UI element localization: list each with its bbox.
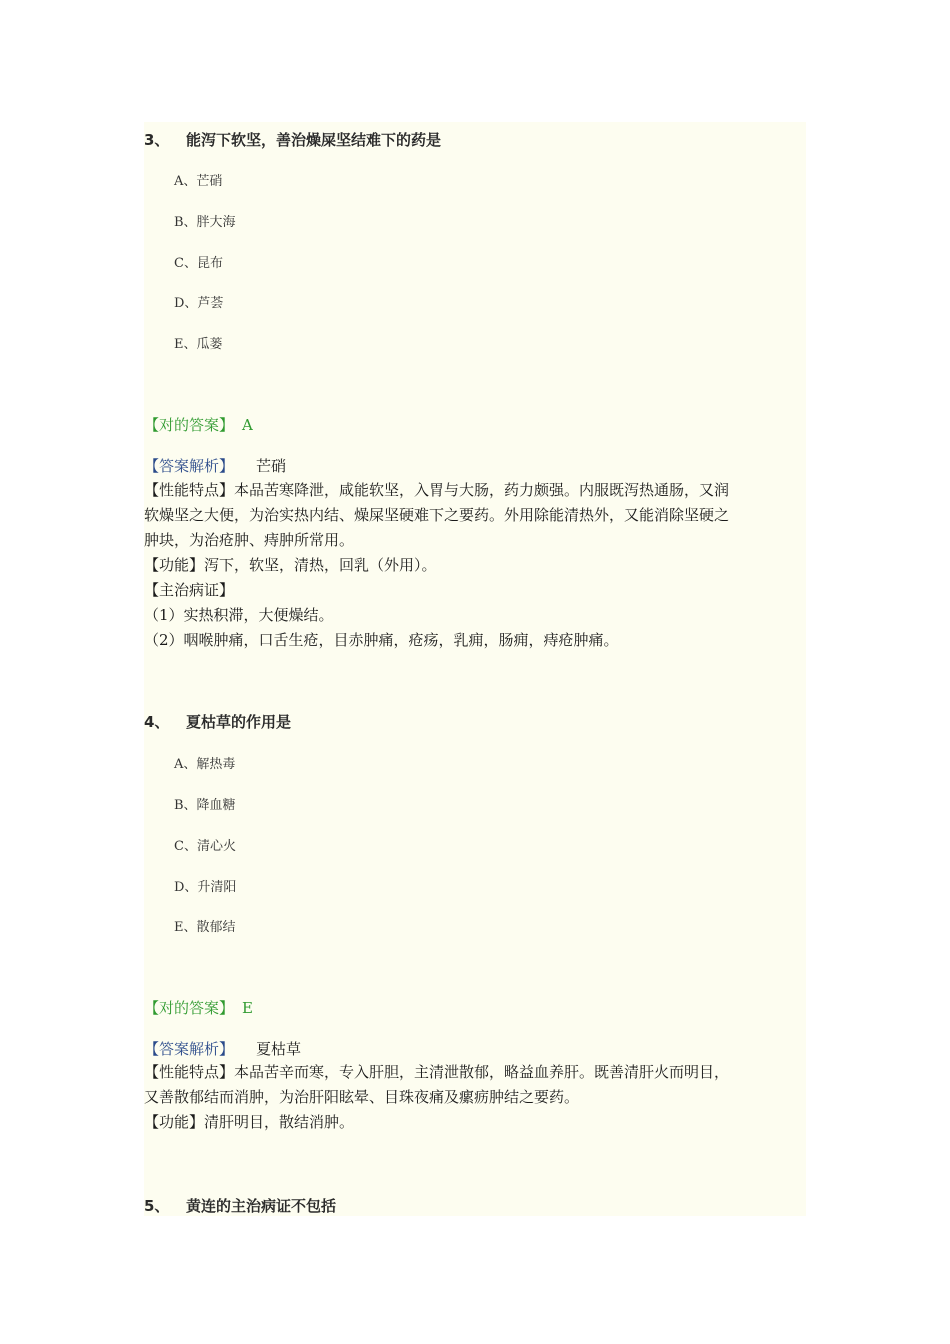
- question-title: [144, 129, 441, 150]
- option-d[interactable]: D、升清阳: [174, 880, 237, 895]
- analysis-header: [144, 455, 286, 476]
- analysis-line: 【主治病证】: [144, 581, 235, 599]
- question-title: [144, 1195, 336, 1216]
- analysis-line: 【性能特点】本品苦寒降泄，咸能软坚，入胃与大肠，药力颇强。内服既泻热通肠，又润: [144, 481, 730, 499]
- question-text: 黄连的主治病证不包括: [186, 1197, 337, 1215]
- question-title: [144, 711, 291, 732]
- analysis-body: [144, 1060, 806, 1135]
- option-c[interactable]: C、清心火: [174, 839, 236, 854]
- question-number: 3、: [144, 131, 170, 149]
- analysis-line: 肿块，为治疮肿、痔肿所常用。: [144, 531, 355, 549]
- analysis-header: [144, 1038, 301, 1059]
- correct-answer-label: 【对的答案】: [144, 999, 235, 1017]
- analysis-line: 软燥坚之大便，为治实热内结、燥屎坚硬难下之要药。外用除能清热外，又能消除坚硬之: [144, 506, 730, 524]
- option-a[interactable]: A、芒硝: [174, 174, 223, 189]
- analysis-topic: 夏枯草: [256, 1040, 302, 1058]
- option-a[interactable]: A、解热毒: [174, 757, 236, 772]
- question-text: 能泻下软坚，善治燥屎坚结难下的药是: [186, 131, 442, 149]
- analysis-body: [144, 478, 806, 653]
- correct-answer-value: E: [242, 999, 253, 1017]
- question-number: 4、: [144, 713, 170, 731]
- option-b[interactable]: B、降血糖: [174, 798, 236, 813]
- option-e[interactable]: E、瓜蒌: [174, 337, 223, 352]
- correct-answer: [144, 414, 253, 435]
- analysis-line: 【性能特点】本品苦辛而寒，专入肝胆，主清泄散郁，略益血养肝。既善清肝火而明目，: [144, 1063, 730, 1081]
- analysis-line: 又善散郁结而消肿，为治肝阳眩晕、目珠夜痛及瘰疬肿结之要药。: [144, 1088, 580, 1106]
- question-number: 5、: [144, 1197, 170, 1215]
- analysis-label: 【答案解析】: [144, 457, 235, 475]
- analysis-line: （2）咽喉肿痛，口舌生疮，目赤肿痛，疮疡，乳痈，肠痈，痔疮肿痛。: [144, 631, 619, 649]
- correct-answer: [144, 997, 253, 1018]
- option-d[interactable]: D、芦荟: [174, 296, 224, 311]
- option-b[interactable]: B、胖大海: [174, 215, 236, 230]
- analysis-line: 【功能】清肝明目，散结消肿。: [144, 1113, 355, 1131]
- analysis-topic: 芒硝: [256, 457, 287, 475]
- option-e[interactable]: E、散郁结: [174, 920, 236, 935]
- analysis-line: 【功能】泻下，软坚，清热，回乳（外用）。: [144, 556, 437, 574]
- option-c[interactable]: C、昆布: [174, 256, 223, 271]
- question-text: 夏枯草的作用是: [186, 713, 292, 731]
- analysis-label: 【答案解析】: [144, 1040, 235, 1058]
- correct-answer-value: A: [242, 416, 253, 434]
- correct-answer-label: 【对的答案】: [144, 416, 235, 434]
- analysis-line: （1）实热积滞，大便燥结。: [144, 606, 334, 624]
